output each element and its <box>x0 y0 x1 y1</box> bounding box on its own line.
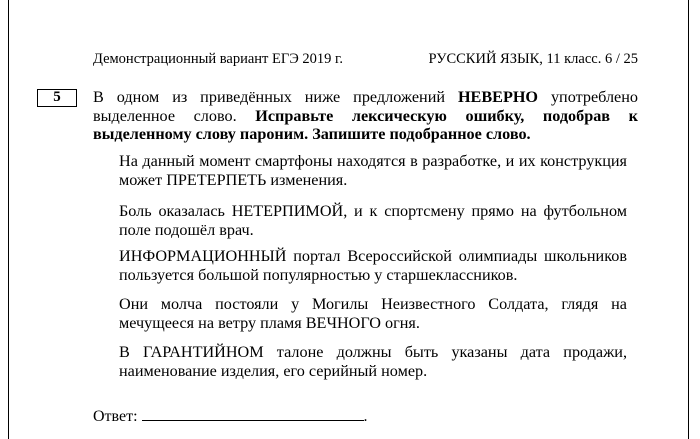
page-border-right <box>688 0 689 439</box>
answer-end-dot: . <box>363 408 368 425</box>
task-number-box: 5 <box>37 89 77 107</box>
task-intro-text-2: употреблено выделенное слово. <box>93 88 638 125</box>
task-intro-emphasis: НЕВЕРНО <box>457 88 539 106</box>
answer-row <box>93 406 368 427</box>
sentence-option-3: ИНФОРМАЦИОННЫЙ портал Всероссийской олимпиады школьников пользуется большой популярностью у старшеклассников. <box>119 247 627 284</box>
task-intro-text-1: В одном из приведённых ниже предложений <box>93 88 458 106</box>
answer-blank-line[interactable] <box>142 406 364 421</box>
sentence-option-5: В ГАРАНТИЙНОМ талоне должны быть указаны дата продажи, наименование изделия, его серийный номер. <box>119 343 627 380</box>
sentence-option-2: Боль оказалась НЕТЕРПИМОЙ, и к спортсмену прямо на футбольном поле подошёл врач. <box>119 202 627 239</box>
page-border-left <box>8 0 9 439</box>
task-instruction <box>93 88 638 144</box>
header-exam-title: Демонстрационный вариант ЕГЭ 2019 г. <box>93 51 343 67</box>
sentence-option-1: На данный момент смартфоны находятся в разработке, и их конструкция может ПРЕТЕРПЕТЬ изменения. <box>119 152 627 189</box>
task-instruction-bold: Исправьте лексическую ошибку, подобрав к выделенному слову пароним. Запишите подобранное слово. <box>93 106 638 143</box>
header-subject-page: РУССКИЙ ЯЗЫК, 11 класс. 6 / 25 <box>428 51 638 67</box>
answer-label: Ответ: <box>93 408 138 425</box>
sentence-option-4: Они молча постояли у Могилы Неизвестного Солдата, глядя на мечущееся на ветру пламя ВЕЧНОГО огня. <box>119 295 627 332</box>
